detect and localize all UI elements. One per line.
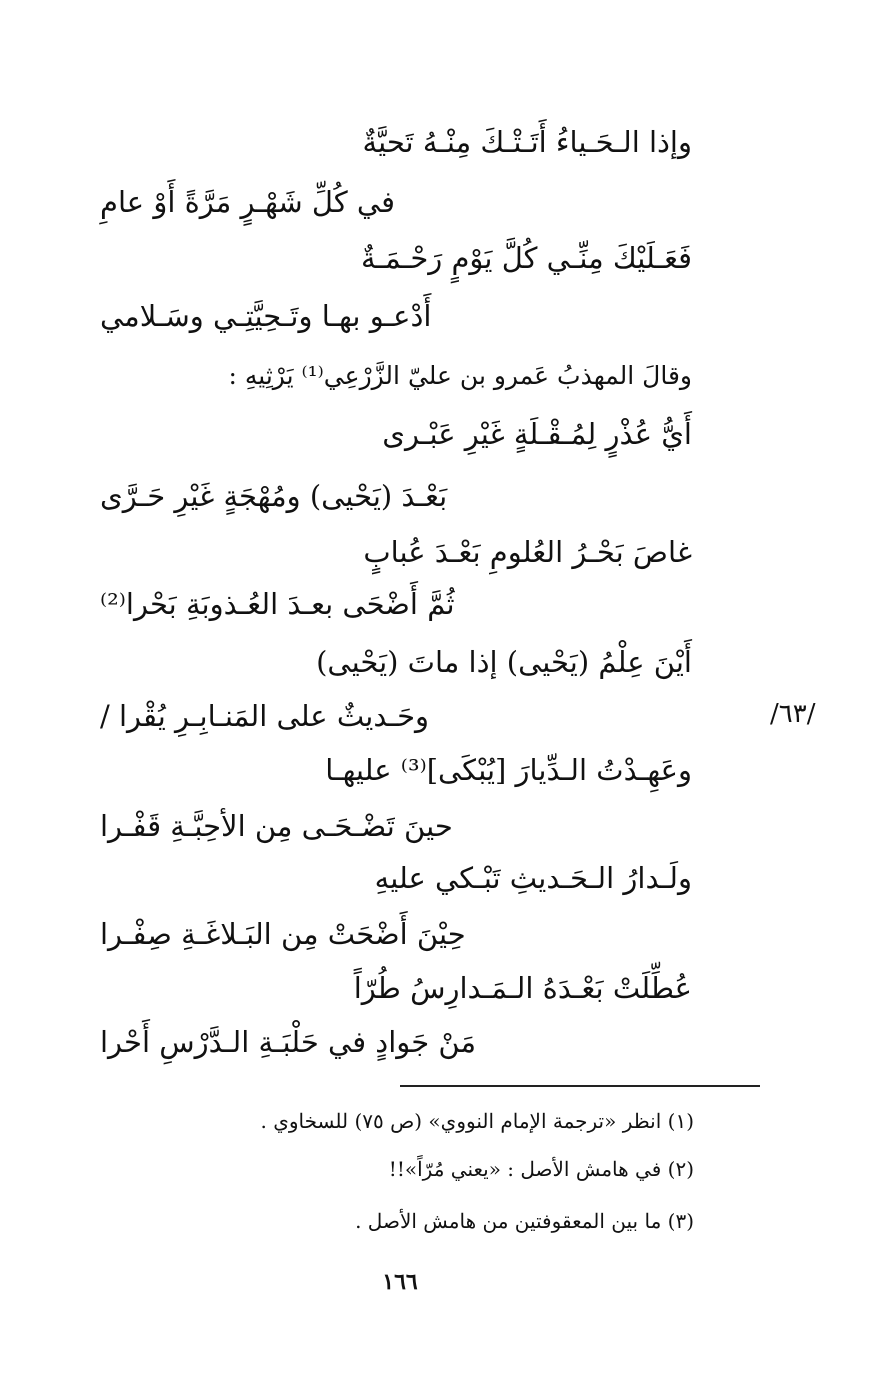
verse-first-hemistich: ولَـدارُ الـحَـديثِ تَبْـكي عليهِ [374, 861, 692, 895]
footnote: (١) انظر «ترجمة الإمام النووي» (ص ٧٥) للسخاوي . [260, 1109, 694, 1133]
verse-second-hemistich: أَدْعـو بهـا وتَـحِيَّتِـي وسَـلامي [100, 299, 432, 333]
verse-first-hemistich: وإذا الـحَـياءُ أَتَـتْـكَ مِنْـهُ تَحيَّةٌ [362, 125, 692, 159]
verse-second-hemistich: وحَـديثٌ على المَنـابِـرِ يُقْرا / [100, 699, 430, 733]
verse-first-hemistich: أَيُّ عُذْرٍ لِمُـقْـلَةٍ غَيْرِ عَبْـرى [382, 417, 692, 451]
manuscript-folio-marker: /٦٣/ [770, 699, 816, 729]
verse-second-hemistich: مَنْ جَوادٍ في حَلْبَـةِ الـدَّرْسِ أَحْرا [100, 1025, 476, 1059]
page-number: ١٦٦ [382, 1269, 418, 1295]
footnote: (٢) في هامش الأصل : «يعني مُرّاً»!! [388, 1157, 694, 1181]
verse-first-hemistich: أَيْنَ عِلْمُ (يَحْيى) إذا ماتَ (يَحْيى) [316, 645, 692, 679]
elegy-intro: وقالَ المهذبُ عَمرو بن عليّ الزَّرْعِي⁽¹⁾ يَرْثِيهِ : [228, 361, 692, 390]
footnote: (٣) ما بين المعقوفتين من هامش الأصل . [355, 1209, 694, 1233]
verse-first-hemistich: وعَهِـدْتُ الـدِّيارَ [يُبْكَى]⁽³⁾ عليهـا [325, 753, 692, 787]
verse-second-hemistich: في كُلِّ شَهْـرٍ مَرَّةً أَوْ عامِ [100, 185, 395, 219]
footnote-divider [400, 1085, 760, 1087]
verse-first-hemistich: غاصَ بَحْـرُ العُلومِ بَعْـدَ عُبابٍ [363, 535, 692, 569]
verse-second-hemistich: حِيْنَ أَضْحَتْ مِن البَـلاغَـةِ صِفْـرا [100, 917, 466, 951]
verse-first-hemistich: فَعَـلَيْكَ مِنِّـي كُلَّ يَوْمٍ رَحْـمَـةٌ [361, 241, 692, 275]
verse-first-hemistich: عُطِّلَتْ بَعْـدَهُ الـمَـدارِسُ طُرّاً [353, 971, 692, 1005]
verse-second-hemistich: ثُمَّ أَضْحَى بعـدَ العُـذوبَةِ بَحْرا⁽²⁾ [100, 587, 455, 621]
verse-second-hemistich: حينَ تَضْـحَـى مِن الأحِبَّـةِ قَفْـرا [100, 809, 453, 843]
verse-second-hemistich: بَعْـدَ (يَحْيى) ومُهْجَةٍ غَيْرِ حَـرَّى [100, 479, 448, 513]
